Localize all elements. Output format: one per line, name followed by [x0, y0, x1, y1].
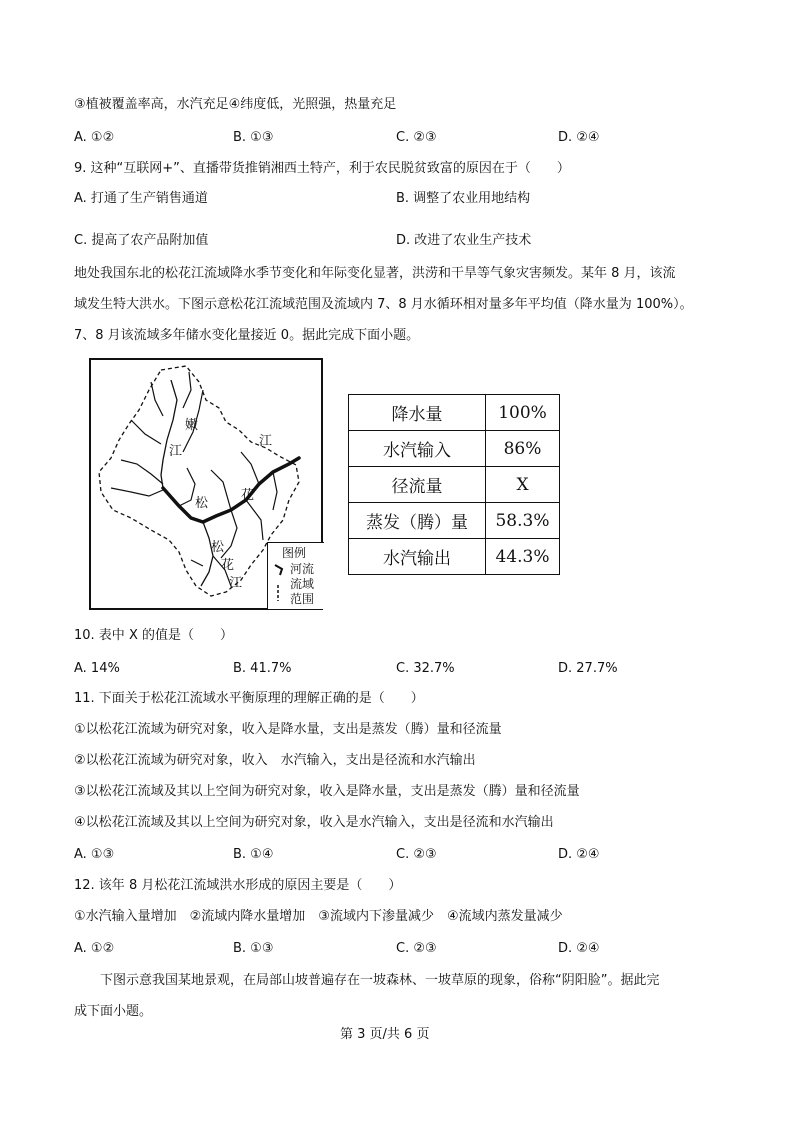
question-8-statement-3-4: ③植被覆盖率高，水汽充足④纬度低，光照强，热量充足	[74, 97, 397, 112]
legend-river-label: 河流	[290, 562, 315, 576]
map-label-song-2: 松	[211, 540, 225, 555]
map-label-hua-2: 花	[221, 558, 235, 573]
table-cell-item: 水汽输出	[349, 539, 486, 575]
intro-paragraph-line-1: 地处我国东北的松花江流域降水季节变化和年际变化显著，洪涝和干旱等气象灾害频发。某年 8 月，该流	[74, 266, 676, 281]
next-intro-line-1: 下图示意我国某地景观，在局部山坡普遍存在一坡森林、一坡草原的现象，俗称“阴阳脸”。据此完	[100, 973, 660, 988]
table-cell-value: 86%	[486, 431, 560, 467]
q8-option-c: C. ②③	[396, 130, 437, 145]
next-intro-line-2: 成下面小题。	[74, 1004, 153, 1019]
q8-option-d: D. ②④	[558, 130, 600, 145]
legend-basin-label: 流域	[290, 577, 315, 591]
table-cell-item: 水汽输入	[349, 431, 486, 467]
q11-statement-2: ②以松花江流域为研究对象，收入 水汽输入，支出是径流和水汽输出	[74, 753, 476, 768]
q11-statement-3: ③以松花江流域及其以上空间为研究对象，收入是降水量，支出是蒸发（腾）量和径流量	[74, 784, 580, 799]
table-cell-value: 100%	[486, 395, 560, 431]
table-cell-item: 降水量	[349, 395, 486, 431]
q10-option-a: A. 14%	[74, 661, 120, 676]
q12-option-a: A. ①②	[74, 941, 115, 956]
q12-option-c: C. ②③	[396, 941, 437, 956]
map-label-jiang-1: 江	[169, 444, 183, 459]
map-label-hua-1: 花	[241, 488, 255, 503]
legend-title: 图例	[282, 546, 307, 560]
legend-range-label: 范围	[290, 592, 315, 606]
map-label-nen: 嫩	[185, 418, 199, 433]
river-nen	[161, 380, 177, 488]
table-row	[349, 539, 560, 575]
q12-statements: ①水汽输入量增加 ②流域内降水量增加 ③流域内下渗量减少 ④流域内蒸发量减少	[74, 909, 563, 924]
table-cell-item: 径流量	[349, 467, 486, 503]
table-cell-value: 58.3%	[486, 503, 560, 539]
legend-symbols	[272, 563, 288, 603]
q9-option-b: B. 调整了农业用地结构	[396, 191, 531, 206]
table-cell-value: X	[486, 467, 560, 503]
question-11: 11. 下面关于松花江流域水平衡原理的理解正确的是（ ）	[74, 691, 424, 706]
table-row	[349, 467, 560, 503]
table-row	[349, 395, 560, 431]
map-label-jiang-3: 江	[229, 576, 243, 591]
q9-option-a: A. 打通了生产销售通道	[74, 191, 208, 206]
table-cell-item: 蒸发（腾）量	[349, 503, 486, 539]
table-row	[349, 431, 560, 467]
map-label-jiang-2: 江	[259, 434, 273, 449]
intro-paragraph-line-2: 域发生特大洪水。下图示意松花江流域范围及流域内 7、8 月水循环相对量多年平均值（降水量为 100%）。	[74, 297, 693, 312]
q10-option-c: C. 32.7%	[396, 661, 455, 676]
q11-option-b: B. ①④	[233, 847, 274, 862]
q9-option-c: C. 提高了农产品附加值	[74, 233, 209, 248]
q11-option-d: D. ②④	[558, 847, 600, 862]
page-footer: 第 3 页/共 6 页	[340, 1027, 430, 1042]
q9-option-d: D. 改进了农业生产技术	[396, 233, 532, 248]
q11-option-a: A. ①③	[74, 847, 115, 862]
q10-option-d: D. 27.7%	[558, 661, 618, 676]
q8-option-b: B. ①③	[233, 130, 274, 145]
q10-option-b: B. 41.7%	[233, 661, 292, 676]
intro-paragraph-line-3: 7、8 月该流域多年储水变化量接近 0。据此完成下面小题。	[74, 328, 420, 343]
map-label-song-1: 松	[195, 496, 209, 511]
table-cell-value: 44.3%	[486, 539, 560, 575]
q11-option-c: C. ②③	[396, 847, 437, 862]
q12-option-b: B. ①③	[233, 941, 274, 956]
question-10: 10. 表中 X 的值是（ ）	[74, 628, 233, 643]
q11-statement-1: ①以松花江流域为研究对象，收入是降水量，支出是蒸发（腾）量和径流量	[74, 722, 502, 737]
table-row	[349, 503, 560, 539]
question-9: 9. 这种“互联网+”、直播带货推销湘西土特产，利于农民脱贫致富的原因在于（ ）	[74, 161, 570, 176]
map-legend	[267, 542, 324, 609]
q12-option-d: D. ②④	[558, 941, 600, 956]
question-12: 12. 该年 8 月松花江流域洪水形成的原因主要是（ ）	[74, 878, 402, 893]
q8-option-a: A. ①②	[74, 130, 115, 145]
river-songhua-main	[163, 458, 299, 522]
q11-statement-4: ④以松花江流域及其以上空间为研究对象，收入是水汽输入，支出是径流和水汽输出	[74, 815, 554, 830]
legend-river-symbol	[275, 565, 282, 575]
water-cycle-table	[348, 394, 560, 575]
songhua-river-basin-map	[89, 358, 323, 610]
